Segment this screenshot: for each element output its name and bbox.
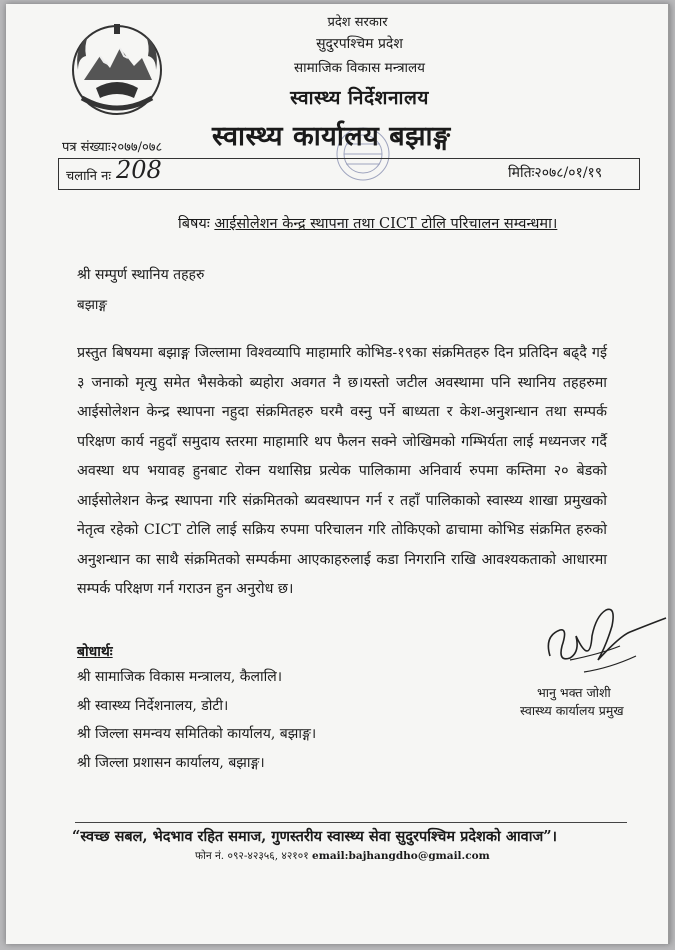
office-title: स्वास्थ्य कार्यालय बझाङ्ग (212, 121, 451, 152)
letter-date: मितिः२०७८/०१/१९ (508, 165, 603, 181)
cc-item: श्री स्वास्थ्य निर्देशनालय, डोटी। (77, 697, 229, 714)
header-government: प्रदेश सरकार (327, 15, 388, 30)
cc-item: श्री जिल्ला समन्वय समितिको कार्यालय, बझाङ्ग। (77, 726, 317, 742)
cc-item: श्री जिल्ला प्रशासन कार्यालय, बझाङ्ग। (77, 754, 265, 771)
signatory-name: भानु भक्त जोशी (537, 685, 611, 700)
signature-icon (540, 596, 670, 682)
footer-divider (75, 822, 627, 823)
cc-title: बोधार्थः (77, 644, 113, 660)
recipient-line: श्री सम्पुर्ण स्थानिय तहहरु (77, 267, 205, 283)
header-directorate: स्वास्थ्य निर्देशनालय (290, 87, 429, 109)
signatory-title: स्वास्थ्य कार्यालय प्रमुख (520, 703, 624, 718)
footer-phone: फोन नं. ०९२-४२३५६, ४२१०१ (195, 850, 309, 862)
cc-item: श्री सामाजिक विकास मन्त्रालय, कैलालि। (77, 669, 283, 685)
footer-email: email:bajhangdho@gmail.com (312, 850, 490, 862)
letter-body: प्रस्तुत बिषयमा बझाङ्ग जिल्लामा विश्वव्यापि माहामारि कोभिड-१९का संक्रमितहरु दिन प्रतिदिन बढ्दै गई ३ जनाको मृत्यु समेत भैसकेको ब्यहोरा अवगत नै छ।यस्तो जटील अवस्थामा पनि स्थानिय तहहरुमा आईसोलेशन केन्द्र स्थापना नहुदा संक्रमितहरु घरमै वस्नु पर्ने बाध्यता र केश-अनुशन्धान तथा सम्पर्क परिक्षण कार्य नहुदाँ समुदाय स्तरमा माहामारि थप फैलन सक्ने जोखिमको गम्भिर्यता लाई मध्यनजर गर्दै अवस्था थप भयावह हुनबाट रोक्न यथासिघ्र प्रत्येक पालिकामा अनिवार्य रुपमा कम्तिमा २० बेडको आईसोलेशन केन्द्र स्थापना गरि संक्रमितको ब्यवस्थापन गर्न र तहाँ पालिकाको स्वास्थ्य शाखा प्रमुखको नेतृत्व रहेको CICT टोलि लाई सक्रिय रुपमा परिचालन गरि तोकिएको ढाचामा कोभिड संक्रमित हरुको अनुशन्धान का साथै संक्रमितको सम्पर्कमा आएकाहरुलाई कडा निगरानि राखि आवश्यकताको आधारमा सम्पर्क परिक्षण गर्न गराउन हुन अनुरोध छ। (77, 345, 607, 597)
subject-label: बिषयः (178, 216, 210, 232)
header-ministry: सामाजिक विकास मन्त्रालय (293, 60, 426, 76)
reference-number: पत्र संख्याः२०७७/०७८ (62, 140, 163, 155)
subject-text: आईसोलेशन केन्द्र स्थापना तथा CICT टोलि परिचालन सम्वन्धमा। (214, 216, 558, 232)
cc-list (77, 663, 316, 777)
header-province: सुदुरपश्चिम प्रदेश (316, 36, 403, 52)
footer-slogan: “स्वच्छ सबल, भेदभाव रहित समाज, गुणस्तरीय स्वास्थ्य सेवा सुदुरपश्चिम प्रदेशको आवाज”। (72, 828, 558, 845)
footer-contact (195, 849, 490, 863)
subject-line (178, 213, 557, 233)
dispatch-label: चलानि नः (66, 169, 111, 184)
dispatch-number: 208 (116, 156, 162, 184)
recipient-location: बझाङ्ग (77, 297, 107, 313)
